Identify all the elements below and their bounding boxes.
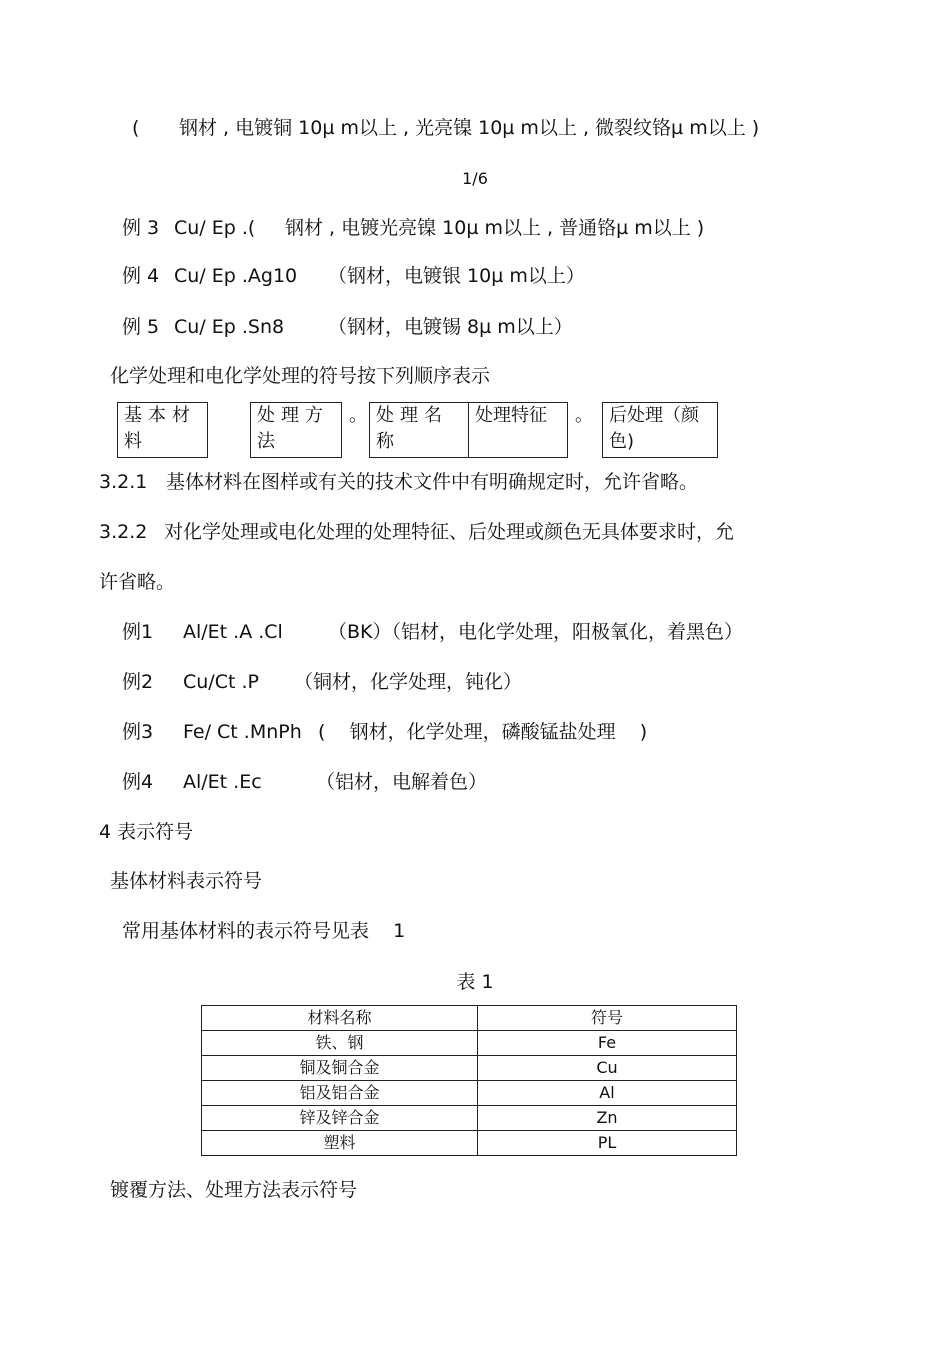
- plating-spec-line: 钢材 , 电镀铜 10µ m以上 , 光亮镍 10µ m以上 , 微裂纹铬µ m以上 ): [179, 117, 760, 139]
- example-desc: （铝材，电解着色）: [316, 771, 488, 793]
- box-process-name: 处理名称: [369, 402, 469, 458]
- example-code: Cu/Ct .P: [183, 671, 259, 693]
- table-row: [202, 1031, 737, 1056]
- example-desc: ( 钢材，化学处理，磷酸锰盐处理 ): [318, 721, 648, 743]
- example-label: 例 5: [122, 316, 160, 338]
- material-name-cell: 塑料: [202, 1131, 478, 1156]
- table-row: [202, 1131, 737, 1156]
- example-label: 例2: [122, 671, 154, 693]
- example-desc: （BK）（铝材，电化学处理，阳极氧化，着黑色）: [328, 621, 743, 643]
- clause-number: 3.2.1: [99, 471, 148, 493]
- example-desc: （铜材，化学处理，钝化）: [294, 671, 523, 693]
- example-code: Al/Et .A .Cl: [183, 621, 283, 643]
- symbol-cell: Zn: [478, 1106, 737, 1131]
- symbol-cell: Cu: [478, 1056, 737, 1081]
- example-code: Cu/ Ep .(: [174, 217, 256, 239]
- example-desc: 钢材 , 电镀光亮镍 10µ m以上 , 普通铬µ m以上 ): [285, 217, 705, 239]
- example-code: Fe/ Ct .MnPh: [183, 721, 302, 743]
- symbol-cell: PL: [478, 1131, 737, 1156]
- clause-continuation: 许省略。: [99, 571, 176, 593]
- box-process-feature: 处理特征: [468, 402, 568, 458]
- example-code: Al/Et .Ec: [183, 771, 262, 793]
- example-label: 例3: [122, 721, 154, 743]
- material-symbol-table: [201, 1005, 737, 1156]
- clause-text: 对化学处理或电化处理的处理特征、后处理或颜色无具体要求时，允: [164, 521, 735, 543]
- clause-text: 基体材料在图样或有关的技术文件中有明确规定时，允许省略。: [166, 471, 699, 493]
- material-name-cell: 铜及铜合金: [202, 1056, 478, 1081]
- separator-dot: 。: [349, 405, 367, 426]
- table-header-row: [202, 1006, 737, 1031]
- table-row: [202, 1056, 737, 1081]
- box-process-method: 处理方法: [250, 402, 342, 458]
- example-code: Cu/ Ep .Sn8: [174, 316, 285, 338]
- column-header: 符号: [478, 1006, 737, 1031]
- table-row: [202, 1106, 737, 1131]
- material-name-cell: 铝及铝合金: [202, 1081, 478, 1106]
- example-label: 例 4: [122, 265, 160, 287]
- final-heading: 镀覆方法、处理方法表示符号: [110, 1179, 358, 1201]
- material-name-cell: 锌及锌合金: [202, 1106, 478, 1131]
- example-label: 例1: [122, 621, 154, 643]
- separator-dot: 。: [575, 405, 593, 426]
- page-number: 1/6: [462, 169, 488, 188]
- example-code: Cu/ Ep .Ag10: [174, 265, 298, 287]
- column-header: 材料名称: [202, 1006, 478, 1031]
- example-label: 例4: [122, 771, 154, 793]
- order-heading: 化学处理和电化学处理的符号按下列顺序表示: [110, 365, 491, 387]
- table-row: [202, 1081, 737, 1106]
- symbol-cell: Fe: [478, 1031, 737, 1056]
- example-desc: （钢材，电镀锡 8µ m以上）: [328, 316, 573, 338]
- example-label: 例 3: [122, 217, 160, 239]
- example-desc: （钢材，电镀银 10µ m以上）: [328, 265, 585, 287]
- material-name-cell: 铁、钢: [202, 1031, 478, 1056]
- box-post-process: 后处理（颜色): [602, 402, 718, 458]
- box-base-material: 基本材料: [117, 402, 208, 458]
- section-heading: 4 表示符号: [99, 821, 194, 843]
- clause-number: 3.2.2: [99, 521, 148, 543]
- subsection-heading: 基体材料表示符号: [110, 870, 263, 892]
- symbol-cell: Al: [478, 1081, 737, 1106]
- table-caption: 表 1: [456, 971, 494, 993]
- table-intro: 常用基体材料的表示符号见表 1: [122, 920, 406, 942]
- paren-open: (: [132, 117, 140, 139]
